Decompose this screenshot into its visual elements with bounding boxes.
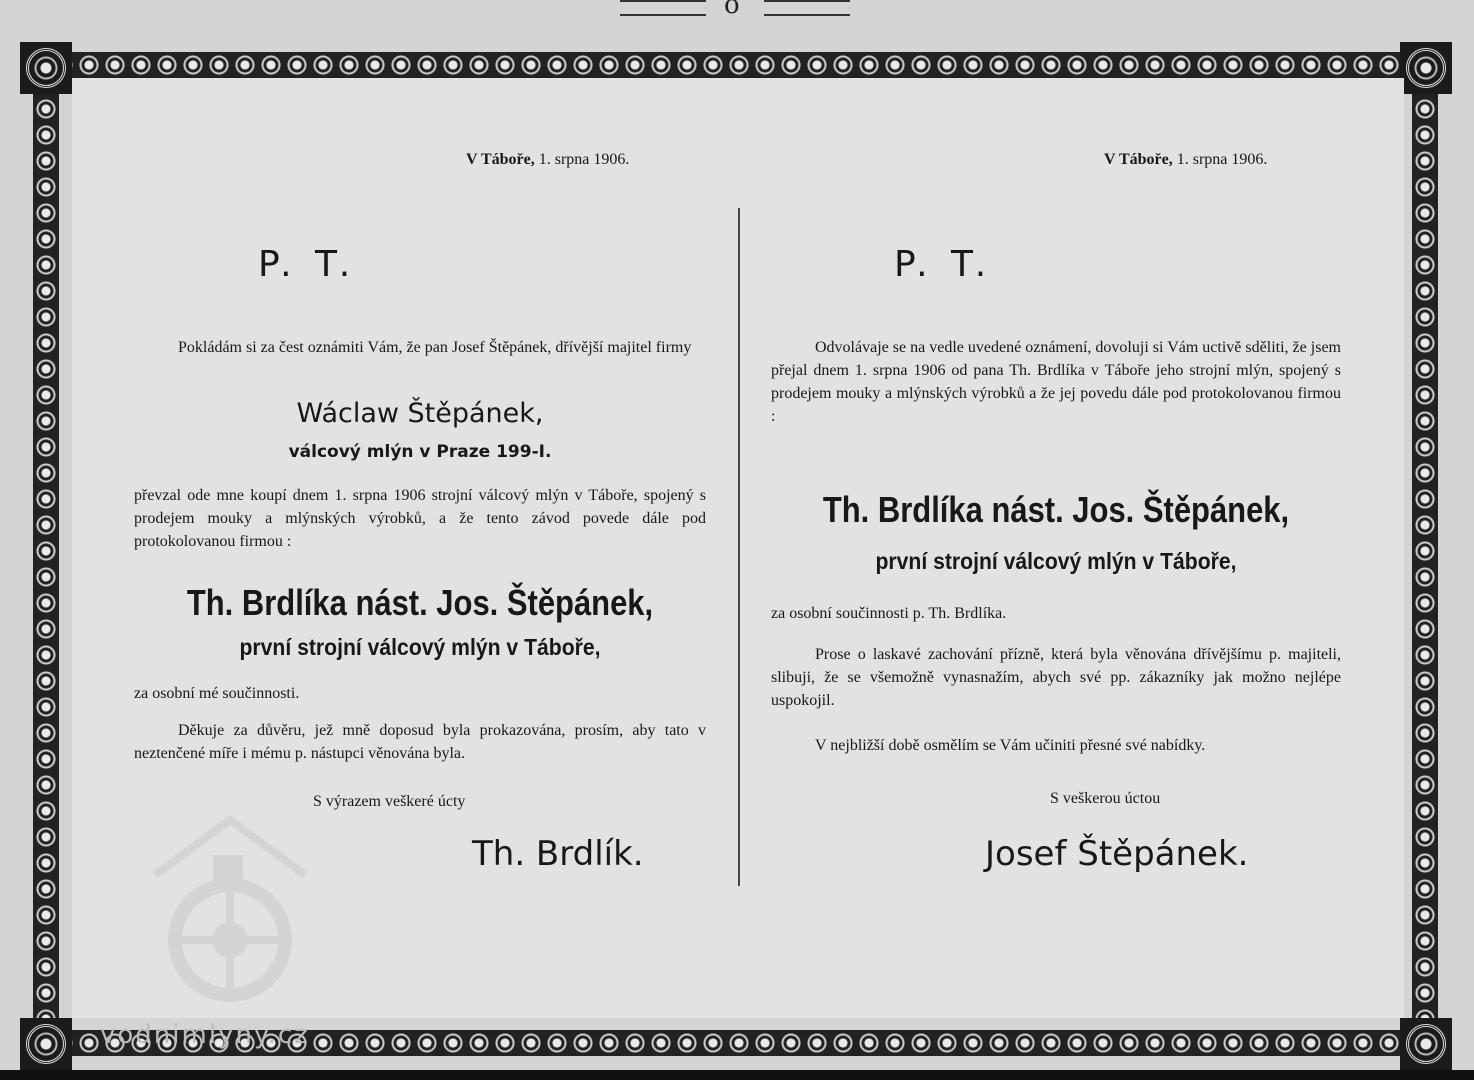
right-paragraph-3: Prose o laskavé zachování přízně, která byla věnována dřívějšímu p. majiteli, slibuji, že se všemožně vynasnažím, abych své pp. zákazníky jak možno nejlépe uspokojil.: [771, 646, 1341, 709]
top-rule-right: [764, 0, 850, 16]
left-old-firm-name: Wáclaw Štěpánek,: [296, 398, 544, 429]
border-top: [50, 52, 1424, 78]
left-new-firm-subtitle: první strojní válcový mlýn v Táboře,: [239, 634, 601, 660]
corner-rosette-bottom-left: [20, 1018, 72, 1070]
right-dateline-date: 1. srpna 1906.: [1176, 151, 1268, 168]
corner-rosette-top-left: [20, 42, 72, 94]
left-old-firm-subtitle: válcový mlýn v Praze 199-I.: [288, 442, 552, 462]
right-new-firm-name: Th. Brdlíka nást. Jos. Štěpánek,: [822, 489, 1290, 530]
left-dateline-place: V Táboře,: [466, 151, 535, 168]
watermark-text: vodnimlyny.cz: [100, 1020, 310, 1050]
right-dateline-place: V Táboře,: [1104, 151, 1173, 168]
left-paragraph-2: převzal ode mne koupí dnem 1. srpna 1906 strojní válcový mlýn v Táboře, spojený s prodejem mouky a mlýnských výrobků, a že tento závod povede dále pod protokolovanou firmou :: [134, 487, 706, 550]
left-paragraph-1: Pokládám si za čest oznámiti Vám, že pan Josef Štěpánek, dřívější majitel firmy: [178, 339, 692, 356]
right-closing: S veškerou úctou: [1050, 790, 1161, 807]
column-divider: [738, 208, 740, 886]
corner-rosette-bottom-right: [1400, 1018, 1452, 1070]
left-paragraph-4: Děkuje za důvěru, jež mně doposud byla prokazována, prosím, aby tato v neztenčené míře i mému p. nástupci věnována byla.: [134, 722, 706, 762]
left-dateline: [466, 151, 629, 169]
left-closing: S výrazem veškeré úcty: [313, 793, 466, 810]
left-salutation: P. T.: [258, 244, 357, 285]
right-paragraph-1: Odvolávaje se na vedle uvedené oznámení, dovoluji si Vám uctivě sděliti, že jsem přejal dnem 1. srpna 1906 od pana Th. Brdlíka v Táboře jeho strojní mlýn, spojený s prodejem mouky a mlýnských výrobků a že jej povedu dále pod protokolovanou firmou :: [771, 339, 1341, 425]
right-signature: Josef Štěpánek.: [985, 834, 1249, 874]
mill-wheel-watermark-icon: [145, 815, 315, 1005]
right-salutation: P. T.: [894, 244, 993, 285]
right-dateline: [1104, 151, 1267, 169]
top-rule-left: [620, 0, 706, 16]
left-dateline-date: 1. srpna 1906.: [538, 151, 630, 168]
right-paragraph-2: za osobní součinnosti p. Th. Brdlíka.: [771, 605, 1007, 622]
top-ornament: o: [724, 0, 740, 20]
corner-rosette-top-right: [1400, 42, 1452, 94]
left-paragraph-3: za osobní mé součinnosti.: [134, 685, 300, 702]
next-advertisement-edge: [0, 1070, 1474, 1080]
left-new-firm-name: Th. Brdlíka nást. Jos. Štěpánek,: [186, 582, 654, 623]
right-paragraph-4: V nejbližší době osmělím se Vám učiniti přesné své nabídky.: [815, 737, 1206, 754]
left-signature: Th. Brdlík.: [472, 834, 644, 874]
border-left: [33, 70, 59, 1030]
border-right: [1412, 70, 1438, 1030]
right-new-firm-subtitle: první strojní válcový mlýn v Táboře,: [875, 548, 1237, 574]
